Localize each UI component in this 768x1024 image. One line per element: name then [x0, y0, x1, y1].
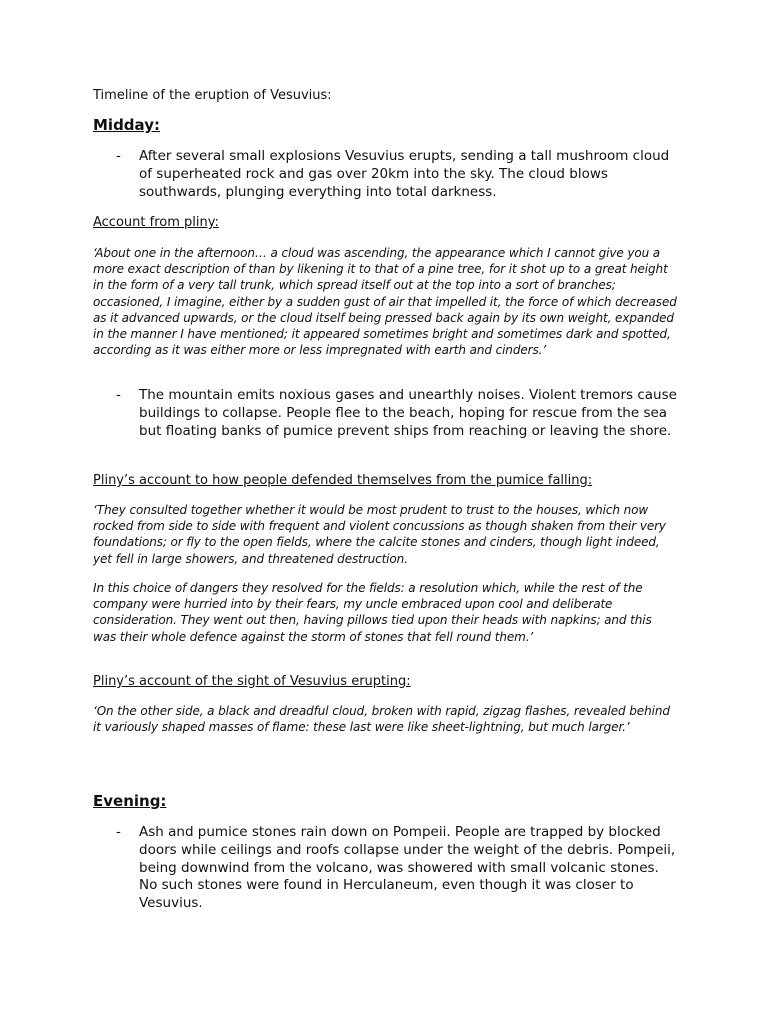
evening-heading: Evening: [93, 792, 167, 810]
bullet-text: After several small explosions Vesuvius erupts, sending a tall mushroom cloud of superheated rock and gas over 20km into the sky. The cloud blows southwards, plunging everything into total darkness. [139, 148, 670, 200]
evening-bullet-1 [116, 824, 678, 913]
bullet-marker: - [116, 387, 121, 403]
bullet-marker: - [116, 148, 121, 164]
bullet-text: Ash and pumice stones rain down on Pompeii. People are trapped by blocked doors while ceilings and roofs collapse under the weight of the debris. Pompeii, being downwind from the volcano, was showered with small volcanic stones. No such stones were found in Herculaneum, even though it was closer to Vesuvius. [139, 824, 676, 912]
midday-bullet-1 [116, 148, 678, 201]
pliny-quote-fields: In this choice of dangers they resolved for the fields: a resolution which, while the rest of the company were hurried into by their fears, my uncle embraced upon cool and deliberate consideration. They went out then, having pillows tied upon their heads with napkins; and this was their whole defence against the storm of stones that fell round them.’ [93, 581, 652, 644]
account-from-pliny-heading: Account from pliny: [93, 215, 219, 230]
pliny-quote-consulted: ‘They consulted together whether it would be most prudent to trust to the houses, which now rocked from side to side with frequent and violent concussions as though shaken from their very foundations; or fly to the open fields, where the calcite stones and cinders, though light indeed, yet fell in large showers, and threatened destruction. [93, 503, 666, 566]
bullet-text: The mountain emits noxious gases and unearthly noises. Violent tremors cause buildings to collapse. People flee to the beach, hoping for rescue from the sea but floating banks of pumice prevent ships from reaching or leaving the shore. [139, 387, 677, 439]
document-title: Timeline of the eruption of Vesuvius: [93, 88, 332, 103]
midday-heading: Midday: [93, 116, 160, 134]
pliny-quote-black-cloud: ‘On the other side, a black and dreadful cloud, broken with rapid, zigzag flashes, revealed behind it variously shaped masses of flame: these last were like sheet-lightning, but much larger.’ [93, 704, 670, 735]
midday-bullet-2 [116, 387, 678, 440]
bullet-marker: - [116, 824, 121, 840]
sight-account-heading: Pliny’s account of the sight of Vesuvius erupting: [93, 674, 411, 689]
pliny-quote-cloud: ‘About one in the afternoon… a cloud was ascending, the appearance which I cannot give you a more exact description of than by likening it to that of a pine tree, for it shot up to a great height in the form of a very tall trunk, which spread itself out at the top into a sort of branches; occasioned, I imagine, either by a sudden gust of air that impelled it, the force of which decreased as it advanced upwards, or the cloud itself being pressed back again by its own weight, expanded in the manner I have mentioned; it appeared sometimes bright and sometimes dark and spotted, according as it was either more or less impregnated with earth and cinders.’ [93, 246, 677, 358]
pumice-account-heading: Pliny’s account to how people defended themselves from the pumice falling: [93, 473, 593, 488]
